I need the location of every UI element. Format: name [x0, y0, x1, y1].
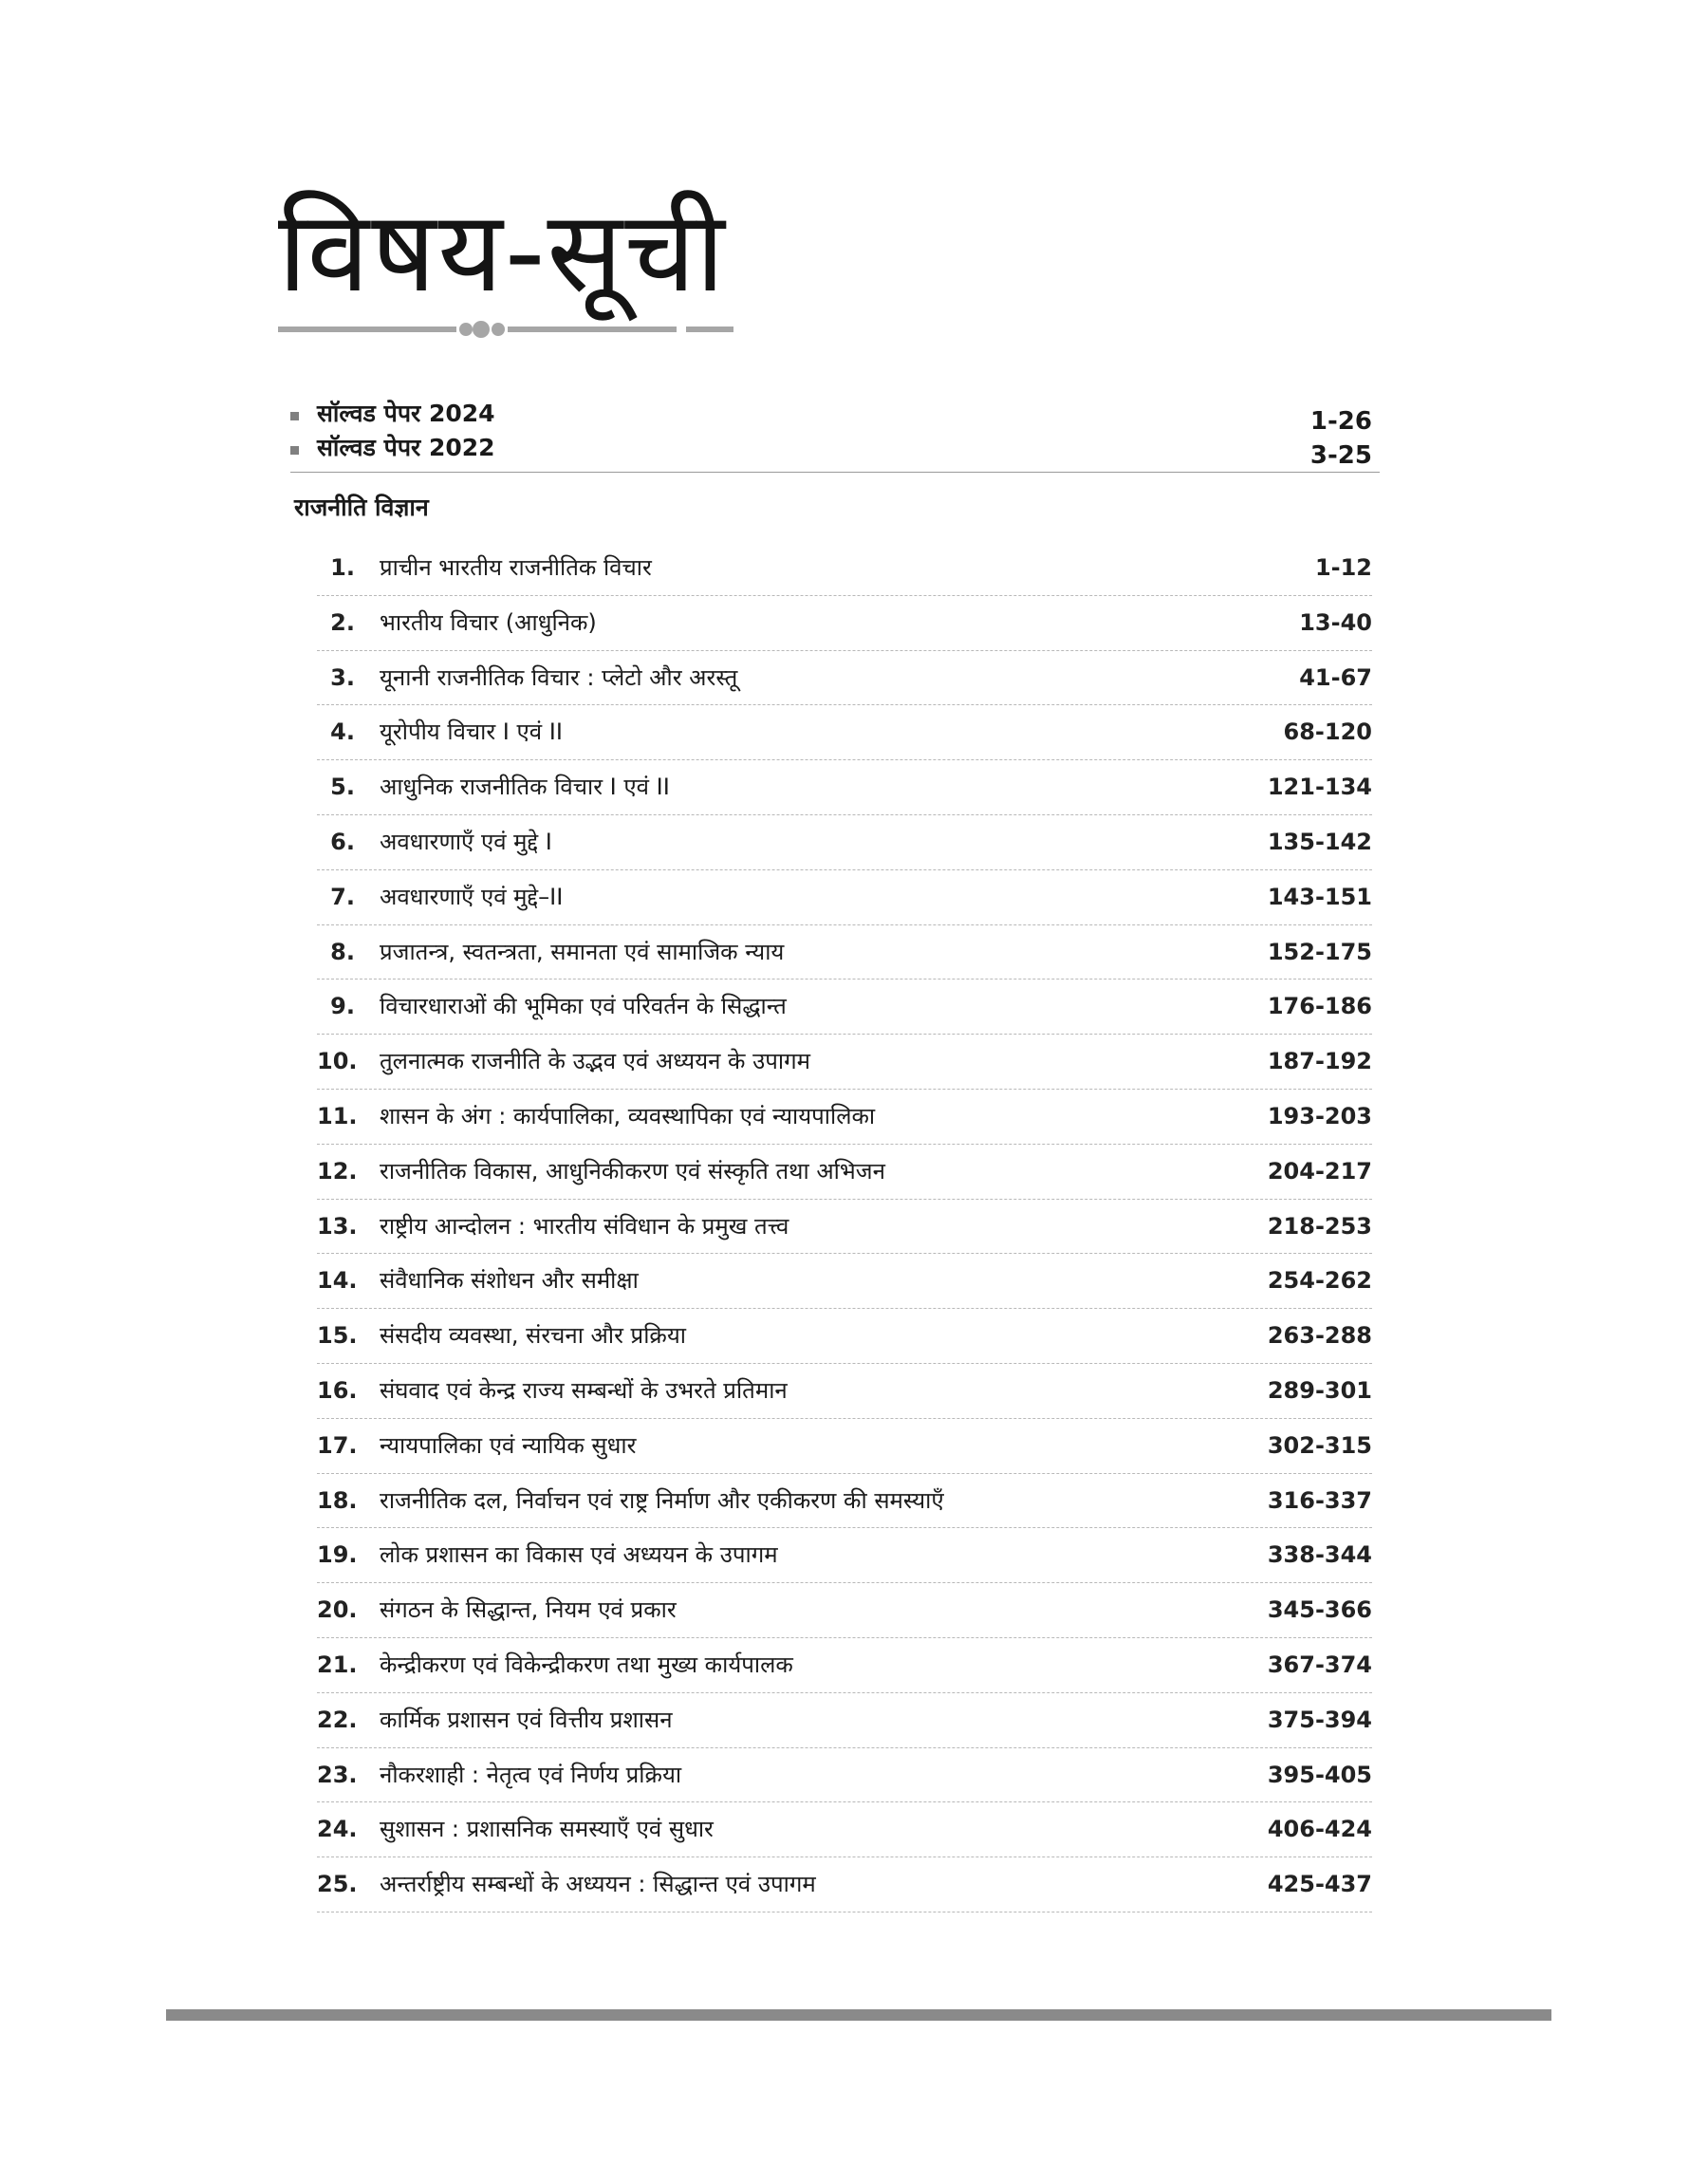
chapter-number: 18.	[317, 1486, 358, 1514]
chapter-number: 25.	[317, 1871, 358, 1898]
chapter-row[interactable]	[317, 870, 1372, 925]
chapter-number: 17.	[317, 1431, 358, 1459]
chapter-pages: 68-120	[1283, 718, 1372, 746]
chapter-number: 21.	[317, 1651, 358, 1678]
chapter-row[interactable]	[317, 541, 1372, 596]
chapter-number: 19.	[317, 1541, 358, 1569]
chapter-row[interactable]	[317, 1638, 1372, 1693]
chapter-pages: 425-437	[1267, 1871, 1372, 1898]
chapter-row[interactable]	[317, 1802, 1372, 1857]
chapter-title: राष्ट्रीय आन्दोलन : भारतीय संविधान के प्रमुख तत्त्व	[380, 1212, 789, 1240]
chapter-title: यूनानी राजनीतिक विचार : प्लेटो और अरस्तू	[380, 663, 738, 691]
section-heading: राजनीति विज्ञान	[294, 494, 429, 521]
chapter-row[interactable]	[317, 1583, 1372, 1638]
chapter-title: संवैधानिक संशोधन और समीक्षा	[380, 1267, 639, 1295]
chapter-title: अवधारणाएँ एवं मुद्दे I	[380, 828, 552, 855]
chapter-number: 9.	[330, 993, 355, 1020]
chapter-number: 14.	[317, 1267, 358, 1295]
chapter-pages: 121-134	[1267, 774, 1372, 801]
chapter-pages: 143-151	[1267, 883, 1372, 910]
chapter-title: यूरोपीय विचार I एवं II	[380, 718, 563, 746]
chapter-number: 8.	[330, 938, 355, 965]
chapter-list	[317, 541, 1372, 1912]
chapter-title: अन्तर्राष्ट्रीय सम्बन्धों के अध्ययन : सिद्धान्त एवं उपागम	[380, 1871, 816, 1898]
chapter-pages: 375-394	[1267, 1706, 1372, 1733]
chapter-row[interactable]	[317, 1309, 1372, 1364]
solved-papers-list	[290, 399, 1372, 470]
solved-paper-row[interactable]	[290, 433, 1372, 470]
chapter-row[interactable]	[317, 1090, 1372, 1145]
chapter-row[interactable]	[317, 1254, 1372, 1309]
chapter-row[interactable]	[317, 1364, 1372, 1419]
chapter-number: 5.	[330, 774, 355, 801]
chapter-number: 11.	[317, 1102, 358, 1129]
chapter-pages: 193-203	[1267, 1102, 1372, 1129]
chapter-number: 6.	[330, 828, 355, 855]
chapter-title: कार्मिक प्रशासन एवं वित्तीय प्रशासन	[380, 1706, 673, 1733]
chapter-row[interactable]	[317, 1419, 1372, 1474]
chapter-row[interactable]	[317, 1200, 1372, 1255]
chapter-pages: 176-186	[1267, 993, 1372, 1020]
chapter-number: 13.	[317, 1212, 358, 1240]
solved-paper-label: सॉल्वड पेपर 2022	[317, 434, 495, 461]
chapter-row[interactable]	[317, 1474, 1372, 1529]
chapter-title: प्राचीन भारतीय राजनीतिक विचार	[380, 554, 652, 581]
chapter-title: केन्द्रीकरण एवं विकेन्द्रीकरण तथा मुख्य कार्यपालक	[380, 1651, 793, 1678]
chapter-pages: 13-40	[1299, 608, 1372, 636]
chapter-row[interactable]	[317, 1145, 1372, 1200]
chapter-pages: 187-192	[1267, 1048, 1372, 1075]
chapter-row[interactable]	[317, 925, 1372, 980]
footer-bar	[166, 2009, 1551, 2021]
chapter-pages: 254-262	[1267, 1267, 1372, 1295]
chapter-pages: 302-315	[1267, 1431, 1372, 1459]
chapter-title: नौकरशाही : नेतृत्व एवं निर्णय प्रक्रिया	[380, 1761, 682, 1788]
chapter-number: 1.	[330, 554, 355, 581]
chapter-number: 4.	[330, 718, 355, 746]
chapter-title: न्यायपालिका एवं न्यायिक सुधार	[380, 1431, 637, 1459]
chapter-title: तुलनात्मक राजनीति के उद्भव एवं अध्ययन के उपागम	[380, 1048, 810, 1075]
chapter-row[interactable]	[317, 1035, 1372, 1090]
chapter-title: प्रजातन्त्र, स्वतन्त्रता, समानता एवं सामाजिक न्याय	[380, 938, 785, 965]
chapter-number: 15.	[317, 1322, 358, 1350]
chapter-number: 10.	[317, 1048, 358, 1075]
chapter-row[interactable]	[317, 980, 1372, 1035]
chapter-title: भारतीय विचार (आधुनिक)	[380, 608, 597, 636]
chapter-title: लोक प्रशासन का विकास एवं अध्ययन के उपागम	[380, 1541, 778, 1569]
chapter-title: विचारधाराओं की भूमिका एवं परिवर्तन के सिद्धान्त	[380, 993, 787, 1020]
chapter-row[interactable]	[317, 760, 1372, 815]
chapter-number: 3.	[330, 663, 355, 691]
chapter-pages: 316-337	[1267, 1486, 1372, 1514]
chapter-pages: 395-405	[1267, 1761, 1372, 1788]
chapter-pages: 406-424	[1267, 1816, 1372, 1843]
solved-paper-row[interactable]	[290, 399, 1372, 436]
solved-paper-pages: 1-26	[1309, 407, 1372, 436]
chapter-pages: 345-366	[1267, 1596, 1372, 1624]
chapter-pages: 289-301	[1267, 1376, 1372, 1404]
chapter-pages: 1-12	[1314, 554, 1372, 581]
title-underline-ornament	[278, 315, 733, 344]
chapter-row[interactable]	[317, 1857, 1372, 1912]
chapter-number: 23.	[317, 1761, 358, 1788]
chapter-pages: 367-374	[1267, 1651, 1372, 1678]
square-bullet-icon	[290, 446, 299, 455]
solved-paper-label: सॉल्वड पेपर 2024	[317, 400, 495, 427]
chapter-row[interactable]	[317, 1748, 1372, 1803]
chapter-row[interactable]	[317, 705, 1372, 760]
chapter-pages: 204-217	[1267, 1157, 1372, 1185]
chapter-pages: 218-253	[1267, 1212, 1372, 1240]
chapter-title: संगठन के सिद्धान्त, नियम एवं प्रकार	[380, 1596, 677, 1624]
chapter-number: 20.	[317, 1596, 358, 1624]
chapter-title: आधुनिक राजनीतिक विचार I एवं II	[380, 774, 670, 801]
chapter-title: अवधारणाएँ एवं मुद्दे–II	[380, 883, 564, 910]
chapter-pages: 338-344	[1267, 1541, 1372, 1569]
section-divider	[290, 472, 1380, 473]
chapter-number: 16.	[317, 1376, 358, 1404]
chapter-title: शासन के अंग : कार्यपालिका, व्यवस्थापिका एवं न्यायपालिका	[380, 1102, 876, 1129]
solved-paper-pages: 3-25	[1309, 441, 1372, 470]
chapter-row[interactable]	[317, 651, 1372, 706]
chapter-row[interactable]	[317, 1528, 1372, 1583]
chapter-pages: 41-67	[1299, 663, 1372, 691]
chapter-title: सुशासन : प्रशासनिक समस्याएँ एवं सुधार	[380, 1816, 714, 1843]
chapter-title: संसदीय व्यवस्था, संरचना और प्रक्रिया	[380, 1322, 686, 1350]
chapter-number: 2.	[330, 608, 355, 636]
chapter-title: संघवाद एवं केन्द्र राज्य सम्बन्धों के उभरते प्रतिमान	[380, 1376, 788, 1404]
chapter-number: 22.	[317, 1706, 358, 1733]
chapter-number: 24.	[317, 1816, 358, 1843]
chapter-title: राजनीतिक विकास, आधुनिकीकरण एवं संस्कृति तथा अभिजन	[380, 1157, 885, 1185]
chapter-pages: 263-288	[1267, 1322, 1372, 1350]
chapter-title: राजनीतिक दल, निर्वाचन एवं राष्ट्र निर्माण और एकीकरण की समस्याएँ	[380, 1486, 944, 1514]
chapter-row[interactable]	[317, 815, 1372, 870]
chapter-pages: 152-175	[1267, 938, 1372, 965]
chapter-number: 7.	[330, 883, 355, 910]
chapter-pages: 135-142	[1267, 828, 1372, 855]
chapter-row[interactable]	[317, 596, 1372, 651]
chapter-number: 12.	[317, 1157, 358, 1185]
page-title: विषय-सूची	[278, 186, 727, 317]
chapter-row[interactable]	[317, 1693, 1372, 1748]
square-bullet-icon	[290, 412, 299, 420]
